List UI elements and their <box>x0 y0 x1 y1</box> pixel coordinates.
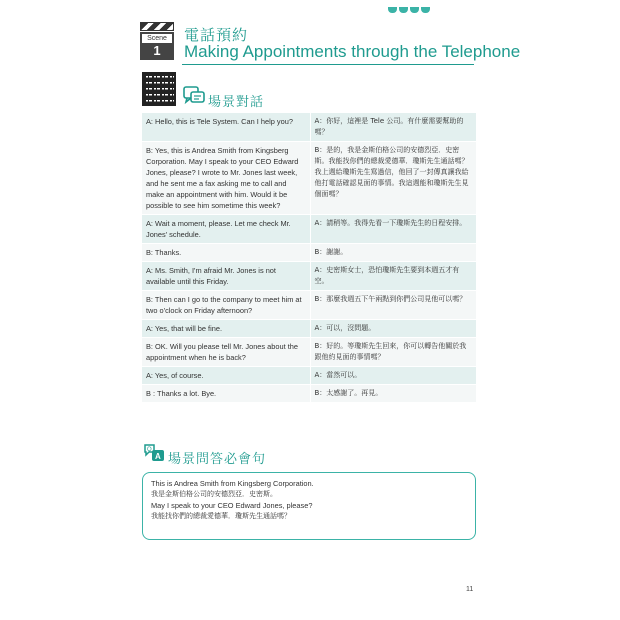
dialogue-row <box>142 385 476 403</box>
chat-icon <box>183 86 205 106</box>
title-chinese: 電話預約 <box>184 26 249 44</box>
dialogue-row <box>142 338 476 367</box>
dialogue-english: B: Then can I go to the company to meet him at two o'clock on Friday afternoon? <box>142 291 310 320</box>
phrase-english: May I speak to your CEO Edward Jones, please? <box>151 501 313 510</box>
top-decoration <box>388 0 448 6</box>
qa-icon <box>143 443 165 463</box>
dialogue-english: A: Ms. Smith, I'm afraid Mr. Jones is not available until this Friday. <box>142 262 310 291</box>
dialogue-english: B : Thanks a lot. Bye. <box>142 385 310 403</box>
dialogue-row <box>142 142 476 215</box>
dialogue-row <box>142 320 476 338</box>
dialogue-chinese: B：是的，我是金斯伯格公司的安德烈亞．史密斯。我能找你們的總裁愛德華．瓊斯先生通話嗎？我上週給瓊斯先生寫過信，他回了一封傳真讓我給他打電話確認見面的事情。我這週能和瓊斯先生見個面嗎？ <box>310 142 476 215</box>
dialogue-chinese: B：好的。等瓊斯先生回來，你可以轉告他關於我跟他約見面的事情嗎？ <box>310 338 476 367</box>
dialogue-row <box>142 367 476 385</box>
dialogue-chinese: B：謝謝。 <box>310 244 476 262</box>
dialogue-chinese: B：那麼我週五下午兩點到你們公司見他可以嗎？ <box>310 291 476 320</box>
section-title-dialogue: 場景對話 <box>208 95 265 110</box>
phrase-chinese: 我能找你們的總裁愛德華．瓊斯先生通話嗎？ <box>151 512 291 520</box>
title-divider <box>182 64 474 65</box>
qr-code[interactable] <box>142 72 176 106</box>
phrase-chinese: 我是金斯伯格公司的安德烈亞．史密斯。 <box>151 490 277 498</box>
dialogue-row <box>142 291 476 320</box>
dialogue-row <box>142 262 476 291</box>
scene-number: 1 <box>153 43 161 58</box>
svg-text:A: A <box>155 452 161 461</box>
dialogue-english: A: Yes, of course. <box>142 367 310 385</box>
scene-label: Scene <box>142 34 172 43</box>
dialogue-chinese: A：請稍等。我得先看一下瓊斯先生的日程安排。 <box>310 215 476 244</box>
clapperboard-icon <box>140 22 174 60</box>
dialogue-english: B: OK. Will you please tell Mr. Jones about the appointment when he is back? <box>142 338 310 367</box>
dialogue-english: A: Hello, this is Tele System. Can I help you? <box>142 113 310 142</box>
dialogue-chinese: A：可以，沒問題。 <box>310 320 476 338</box>
dialogue-chinese: A：史密斯女士，恐怕瓊斯先生要到本週五才有空。 <box>310 262 476 291</box>
dialogue-english: B: Yes, this is Andrea Smith from Kingsberg Corporation. May I speak to your CEO Edward Jones, please? I wrote to Mr. Jones last week, and he sent me a fax asking me to call and make an appointment with him. Would it be possible to see him sometime this week? <box>142 142 310 215</box>
title-english: Making Appointments through the Telephone <box>184 42 521 61</box>
dialogue-table <box>142 113 476 403</box>
phrase-box <box>142 472 476 540</box>
dialogue-english: A: Wait a moment, please. Let me check Mr. Jones' schedule. <box>142 215 310 244</box>
phrase-english: This is Andrea Smith from Kingsberg Corporation. <box>151 479 314 488</box>
dialogue-chinese: A：你好，這裡是 Tele 公司。有什麼需要幫助的嗎？ <box>310 113 476 142</box>
dialogue-row <box>142 215 476 244</box>
page-number: 11 <box>466 586 474 593</box>
dialogue-english: A: Yes, that will be fine. <box>142 320 310 338</box>
dialogue-chinese: B：太感謝了。再見。 <box>310 385 476 403</box>
section-title-qa: 場景問答必會句 <box>168 452 267 467</box>
svg-text:Q: Q <box>147 447 152 453</box>
dialogue-row <box>142 244 476 262</box>
dialogue-english: B: Thanks. <box>142 244 310 262</box>
dialogue-row <box>142 113 476 142</box>
dialogue-chinese: A：當然可以。 <box>310 367 476 385</box>
